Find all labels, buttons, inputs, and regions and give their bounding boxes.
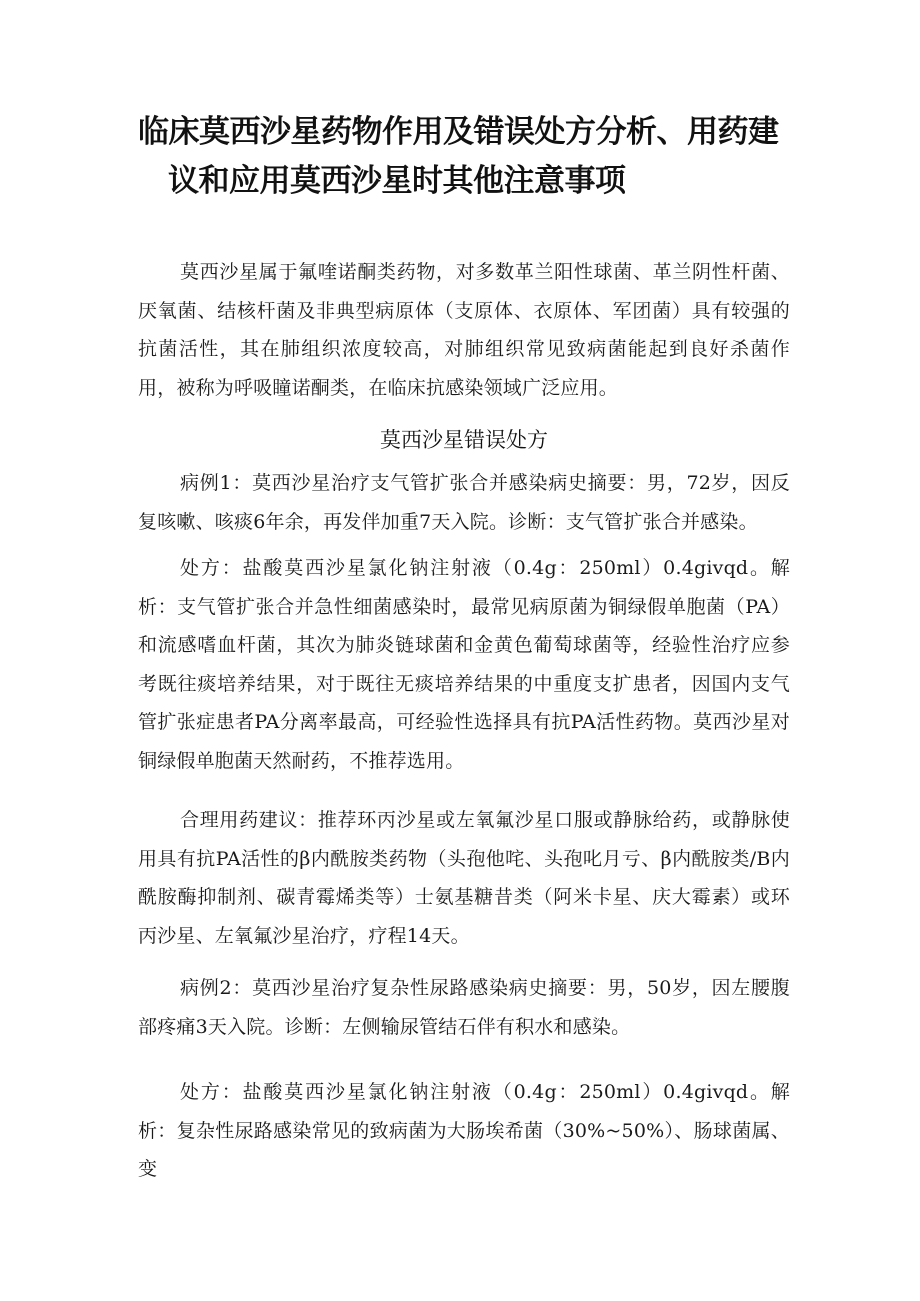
document-title [138,108,798,206]
prescription-2-paragraph: 处方：盐酸莫西沙星氯化钠注射液（0.4g：250ml）0.4givqd。解析：复杂性尿路感染常见的致病菌为大肠埃希菌（30%~50%）、肠球菌属、变 [138,1081,790,1180]
intro-paragraph: 莫西沙星属于氟喹诺酮类药物，对多数革兰阳性球菌、革兰阴性杆菌、厌氧菌、结核杆菌及非典型病原体（支原体、衣原体、军团菌）具有较强的抗菌活性，其在肺组织浓度较高，对肺组织常见致病菌能起到良好杀菌作用，被称为呼吸瞳诺酮类，在临床抗感染领域广泛应用。 [138,261,790,399]
prescription-1-paragraph: 处方：盐酸莫西沙星氯化钠注射液（0.4g：250ml）0.4givqd。解析：支气管扩张合并急性细菌感染时，最常见病原菌为铜绿假单胞菌（PA）和流感嗜血杆菌，其次为肺炎链球菌和金黄色葡萄球菌等，经验性治疗应参考既往痰培养结果，对于既往无痰培养结果的中重度支扩患者，因国内支气管扩张症患者PA分离率最高，可经验性选择具有抗PA活性药物。莫西沙星对铜绿假单胞菌天然耐药，不推荐选用。 [138,557,790,772]
title-line-2: 议和应用莫西沙星时其他注意事项 [168,163,626,199]
case-1-paragraph: 病例1：莫西沙星治疗支气管扩张合并感染病史摘要：男，72岁，因反复咳嗽、咳痰6年余，再发伴加重7天入院。诊断：支气管扩张合并感染。 [138,472,790,533]
medication-advice-paragraph: 合理用药建议：推荐环丙沙星或左氧氟沙星口服或静脉给药，或静脉使用具有抗PA活性的β内酰胺类药物（头孢他咤、头孢叱月亏、β内酰胺类/B内酰胺酶抑制剂、碳青霉烯类等）士氨基糖昔类（阿米卡星、庆大霉素）或环丙沙星、左氧氟沙星治疗，疗程14天。 [138,809,790,947]
section-heading: 莫西沙星错误处方 [380,428,548,452]
case-2-paragraph: 病例2：莫西沙星治疗复杂性尿路感染病史摘要：男，50岁，因左腰腹部疼痛3天入院。诊断：左侧输尿管结石伴有积水和感染。 [138,977,790,1038]
title-line-1: 临床莫西沙星药物作用及错误处方分析、用药建 [138,114,779,150]
